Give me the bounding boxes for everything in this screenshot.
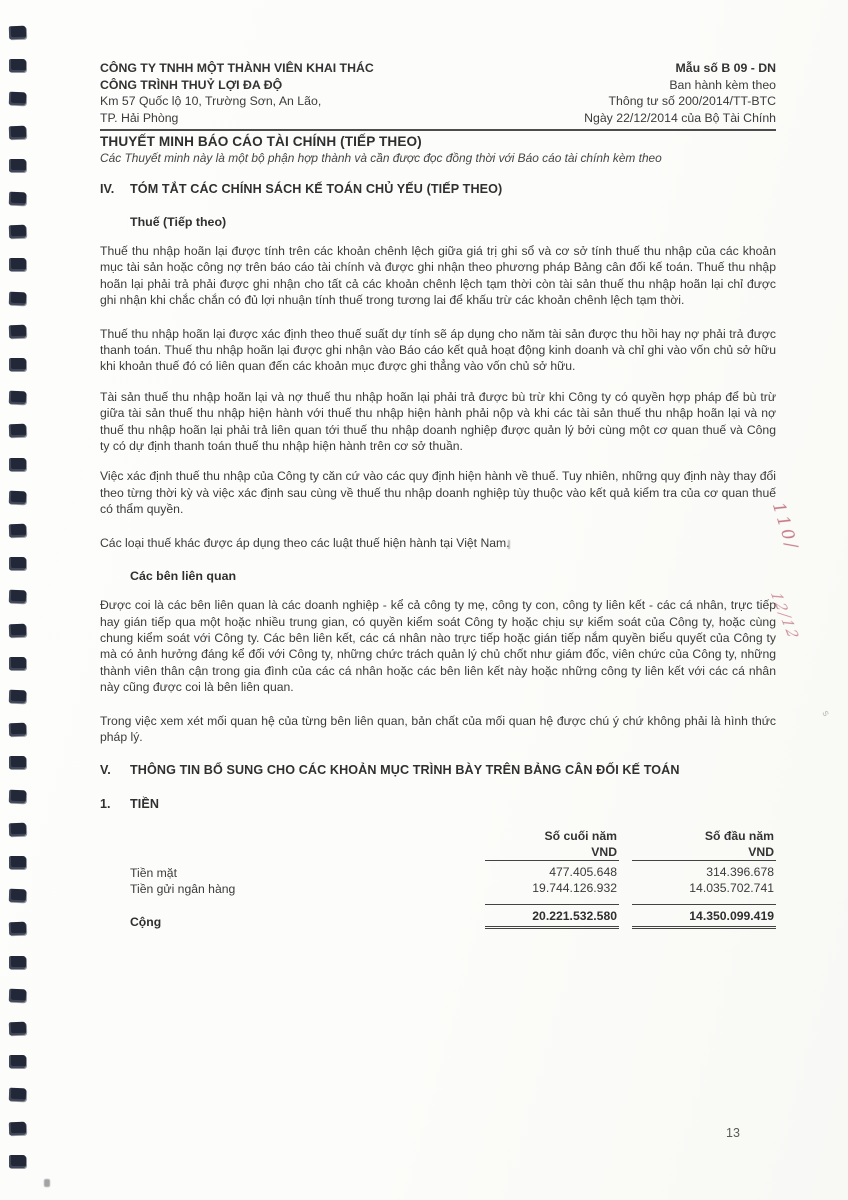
binding-hole [9,125,26,139]
binding-hole [9,922,26,936]
binding-hole [9,989,26,1003]
binding-hole [9,159,26,172]
company-address-line2: TP. Hải Phòng [100,110,179,125]
binding-hole [9,1155,26,1168]
section-iv-number: IV. [100,182,115,196]
binding-hole [9,92,26,106]
subsection-cash-heading-row [100,797,776,811]
binding-hole [9,557,26,570]
binding-hole [9,458,26,471]
related-parties-subheading: Các bên liên quan [130,569,237,584]
binding-hole [9,1022,26,1036]
total-start-value: 14.350.099.419 [632,904,776,929]
binding-hole [9,823,26,837]
handwritten-mark-1: 110/ [767,500,802,554]
row-start-value: 14.035.702.741 [689,881,774,896]
paragraph-related-parties-2: Trong việc xem xét mối quan hệ của từng bên liên quan, bản chất của mối quan hệ được chú ý chứ không phải là hình thức pháp lý. [100,713,776,744]
document-content [100,60,776,929]
binding-hole [9,956,26,969]
column-header-start-of-year: Số đầu năm [704,829,774,844]
page-number: 13 [726,1126,740,1140]
paragraph-deferred-tax-2: Thuế thu nhập hoãn lại được xác định theo thuế suất dự tính sẽ áp dụng cho năm tài sản được thu hồi hay nợ phải trả được thanh toán. Thuế thu nhập hoãn lại được ghi nhận vào Báo cáo kết quả hoạt động kinh doanh và chỉ ghi vào vốn chủ sở hữu khi khoản thuế đó có liên quan đến các khoản mục được ghi thẳng vào vốn chủ sở hữu. [100,326,776,374]
row-start-value: 314.396.678 [706,865,774,880]
form-reference-block [584,60,776,126]
company-address-line1: Km 57 Quốc lộ 10, Trường Sơn, An Lão, [100,94,322,108]
binding-hole [9,59,26,72]
company-name-line2: CÔNG TRÌNH THUỶ LỢI ĐA ĐỘ [100,77,283,92]
total-label: Cộng [130,915,162,930]
binding-hole [9,1121,26,1135]
binding-hole [9,524,26,538]
binding-hole [9,657,26,670]
paragraph-tax-determination: Việc xác định thuế thu nhập của Công ty căn cứ vào các quy định hiện hành về thuế. Tuy nhiên, những quy định này thay đổi theo từng thời kỳ và việc xác định sau cùng về thuế thu nhập doanh nghiệp tùy thuộc vào kết quả kiểm tra của cơ quan thuế có thẩm quyền. [100,469,776,517]
binding-hole [9,889,26,903]
binding-hole [9,590,26,604]
letterhead [100,60,776,131]
currency-label-start: VND [632,844,776,861]
tax-subheading: Thuế (Tiếp theo) [130,215,227,229]
total-end-value: 20.221.532.580 [485,904,619,929]
binding-hole [9,358,26,371]
binding-hole [9,491,26,505]
currency-label-end: VND [485,844,619,861]
binding-hole [9,325,26,339]
column-header-end-of-year: Số cuối năm [544,829,617,844]
subsection-cash-number: 1. [100,797,111,812]
binding-hole [9,723,26,737]
issued-line2: Thông tư số 200/2014/TT-BTC [608,94,776,108]
handwritten-mark-2: 12/12 [766,592,802,640]
section-v-heading-row [100,763,776,777]
document-subtitle: Các Thuyết minh này là một bộ phận hợp thành và cần được đọc đồng thời với Báo cáo tài chính kèm theo [100,151,662,165]
table-row-bank-deposits [130,880,776,896]
subsection-cash-heading: TIỀN [130,797,160,812]
paragraph-other-taxes: Các loại thuế khác được áp dụng theo các luật thuế hiện hành tại Việt Nam. [100,535,510,550]
row-label: Tiền gửi ngân hàng [130,882,236,897]
scan-smudge [508,540,510,549]
issued-line3: Ngày 22/12/2014 của Bộ Tài Chính [584,110,776,125]
section-v-heading: THÔNG TIN BỔ SUNG CHO CÁC KHOẢN MỤC TRÌNH BÀY TRÊN BẢNG CÂN ĐỐI KẾ TOÁN [130,763,680,778]
table-row-total [130,904,776,929]
section-v-number: V. [100,763,111,778]
binding-hole [9,690,26,704]
cash-table-currency-row [130,844,776,861]
issued-line1: Ban hành kèm theo [669,77,776,92]
cash-table [130,828,776,929]
spiral-binding-holes [0,0,40,1200]
form-number: Mẫu số B 09 - DN [675,61,776,75]
scan-smudge [44,1179,50,1187]
binding-hole [9,424,26,438]
company-name-line1: CÔNG TY TNHH MỘT THÀNH VIÊN KHAI THÁC [100,61,374,75]
cash-table-header-row [130,828,776,844]
section-iv-heading-row [100,182,776,196]
binding-hole [9,291,26,305]
company-block [100,60,520,126]
binding-hole [9,391,26,405]
binding-hole [9,756,26,769]
binding-hole [9,623,26,637]
table-row-cash-on-hand [130,861,776,880]
binding-hole [9,192,26,206]
row-label: Tiền mặt [130,866,177,881]
paragraph-deferred-tax-3: Tài sản thuế thu nhập hoãn lại và nợ thuế thu nhập hoãn lại phải trả được bù trừ khi Công ty có quyền hợp pháp để bù trừ giữa tài sản thuế thu nhập hiện hành với thuế thu nhập hiện hành phải nộp và khi các tài sản thuế thu nhập hoãn lại và nợ thuế thu nhập hoãn lại phải trả liên quan tới thuế thu nhập doanh nghiệp được quản lý bởi cùng một cơ quan thuế và Công ty có dự định thanh toán thuế thu nhập hiện hành trên cơ sở thuần. [100,389,776,454]
binding-hole [9,225,26,239]
paragraph-deferred-tax-1: Thuế thu nhập hoãn lại được tính trên các khoản chênh lệch giữa giá trị ghi sổ và cơ sở tính thuế thu nhập của các khoản mục tài sản hoặc công nợ trên báo cáo tài chính và được ghi nhận theo phương pháp Bảng cân đối kế toán. Thuế thu nhập hoãn lại phải trả phải được ghi nhận cho tất cả các khoản chênh lệch tạm thời còn tài sản thuế thu nhập hoãn lại chỉ được ghi nhận khi chắc chắn có đủ lợi nhuận tính thuế trong tương lai để khấu trừ các khoản chênh lệch tạm thời. [100,244,776,308]
binding-hole [9,258,26,271]
binding-hole [9,26,26,40]
binding-hole [9,1055,26,1068]
binding-hole [9,856,26,869]
section-iv-heading: TÓM TẮT CÁC CHÍNH SÁCH KẾ TOÁN CHỦ YẾU (TIẾP THEO) [130,182,503,196]
scan-smudge: s [819,708,832,719]
document-title: THUYẾT MINH BÁO CÁO TÀI CHÍNH (TIẾP THEO) [100,134,422,149]
row-end-value: 477.405.648 [549,865,617,880]
binding-hole [9,789,26,803]
paragraph-related-parties-1: Được coi là các bên liên quan là các doanh nghiệp - kể cả công ty mẹ, công ty con, công ty liên kết - các cá nhân, trực tiếp hay gián tiếp qua một hoặc nhiều trung gian, có quyền kiểm soát Công ty hoặc chịu sự kiểm soát của Công ty, hoặc cùng chung kiểm soát với Công ty. Các bên liên kết, các cá nhân nào trực tiếp hoặc gián tiếp nắm quyền biểu quyết của Công ty mà có ảnh hưởng đáng kể đối với Công ty, những chức trách quản lý chủ chốt như giám đốc, viên chức của Công ty, những thành viên thân cận trong gia đình của các cá nhân hoặc các bên liên kết này hoặc những công ty liên kết với các cá nhân này cũng được coi là bên liên quan. [100,598,776,695]
binding-hole [9,1088,26,1102]
row-end-value: 19.744.126.932 [532,881,617,896]
